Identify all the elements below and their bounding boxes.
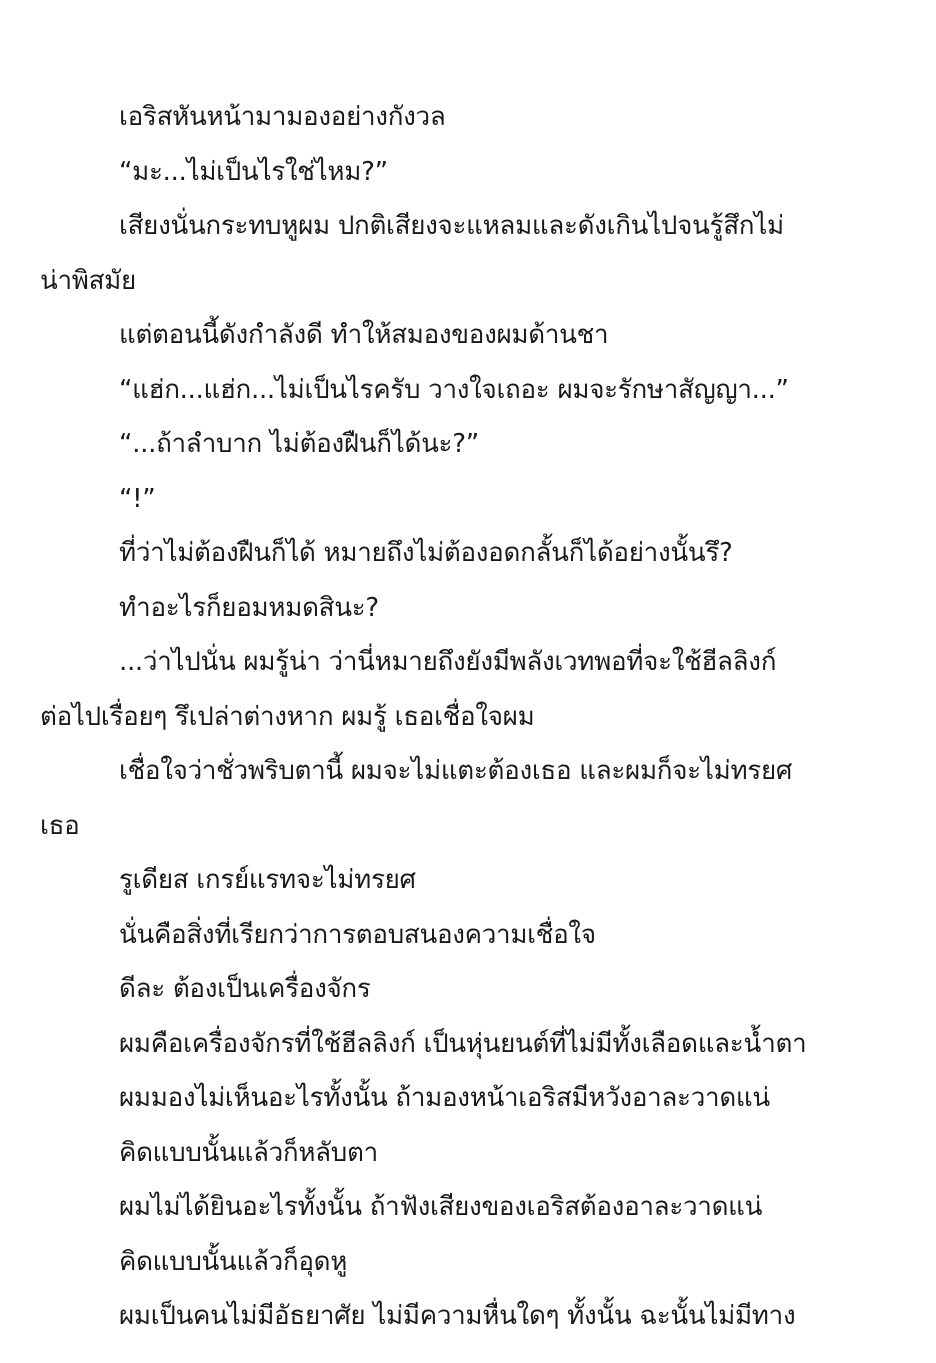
paragraph-line: เชื่อใจว่าชั่วพริบตานี้ ผมจะไม่แตะต้องเธอ และผมก็จะไม่ทรยศ bbox=[119, 756, 793, 786]
paragraph-line: คิดแบบนั้นแล้วก็อุดหู bbox=[119, 1247, 348, 1277]
paragraph-line: ผมคือเครื่องจักรที่ใช้ฮีลลิงก์ เป็นหุ่นยนต์ที่ไม่มีทั้งเลือดและน้ำตา bbox=[119, 1029, 807, 1059]
paragraph-line: “...ถ้าลำบาก ไม่ต้องฝืนก็ได้นะ?” bbox=[119, 429, 479, 459]
paragraph-line: “แฮ่ก...แฮ่ก...ไม่เป็นไรครับ วางใจเถอะ ผมจะรักษาสัญญา...” bbox=[119, 375, 789, 405]
paragraph-line: ผมไม่ได้ยินอะไรทั้งนั้น ถ้าฟังเสียงของเอริสต้องอาละวาดแน่ bbox=[119, 1192, 763, 1222]
paragraph-line: นั่นคือสิ่งที่เรียกว่าการตอบสนองความเชื่อใจ bbox=[119, 920, 596, 950]
paragraph-line: เธอ bbox=[40, 811, 80, 841]
paragraph-line: ทำอะไรก็ยอมหมดสินะ? bbox=[119, 593, 379, 623]
paragraph-line: เสียงนั่นกระทบหูผม ปกติเสียงจะแหลมและดังเกินไปจนรู้สึกไม่ bbox=[119, 211, 784, 241]
paragraph-line: “มะ...ไม่เป็นไรใช่ไหม?” bbox=[119, 157, 388, 187]
paragraph-line: ที่ว่าไม่ต้องฝืนก็ได้ หมายถึงไม่ต้องอดกลั้นก็ได้อย่างนั้นรึ? bbox=[119, 538, 733, 568]
paragraph-line: รูเดียส เกรย์แรทจะไม่ทรยศ bbox=[119, 865, 416, 895]
paragraph-line: น่าพิสมัย bbox=[40, 266, 136, 296]
paragraph-line: เอริสหันหน้ามามองอย่างกังวล bbox=[119, 102, 446, 132]
paragraph-line: ผมเป็นคนไม่มีอัธยาศัย ไม่มีความหื่นใดๆ ทั้งนั้น ฉะนั้นไม่มีทาง bbox=[119, 1301, 796, 1331]
paragraph-line: ดีละ ต้องเป็นเครื่องจักร bbox=[119, 974, 371, 1004]
paragraph-line: ...ว่าไปนั่น ผมรู้น่า ว่านี่หมายถึงยังมีพลังเวทพอที่จะใช้ฮีลลิงก์ bbox=[119, 647, 777, 677]
paragraph-line: คิดแบบนั้นแล้วก็หลับตา bbox=[119, 1138, 378, 1168]
paragraph-line: แต่ตอนนี้ดังกำลังดี ทำให้สมองของผมด้านชา bbox=[119, 320, 609, 350]
paragraph-line: ต่อไปเรื่อยๆ รึเปล่าต่างหาก ผมรู้ เธอเชื่อใจผม bbox=[40, 702, 535, 732]
paragraph-line: “!” bbox=[119, 484, 156, 514]
paragraph-line: ผมมองไม่เห็นอะไรทั้งนั้น ถ้ามองหน้าเอริสมีหวังอาละวาดแน่ bbox=[119, 1083, 770, 1113]
